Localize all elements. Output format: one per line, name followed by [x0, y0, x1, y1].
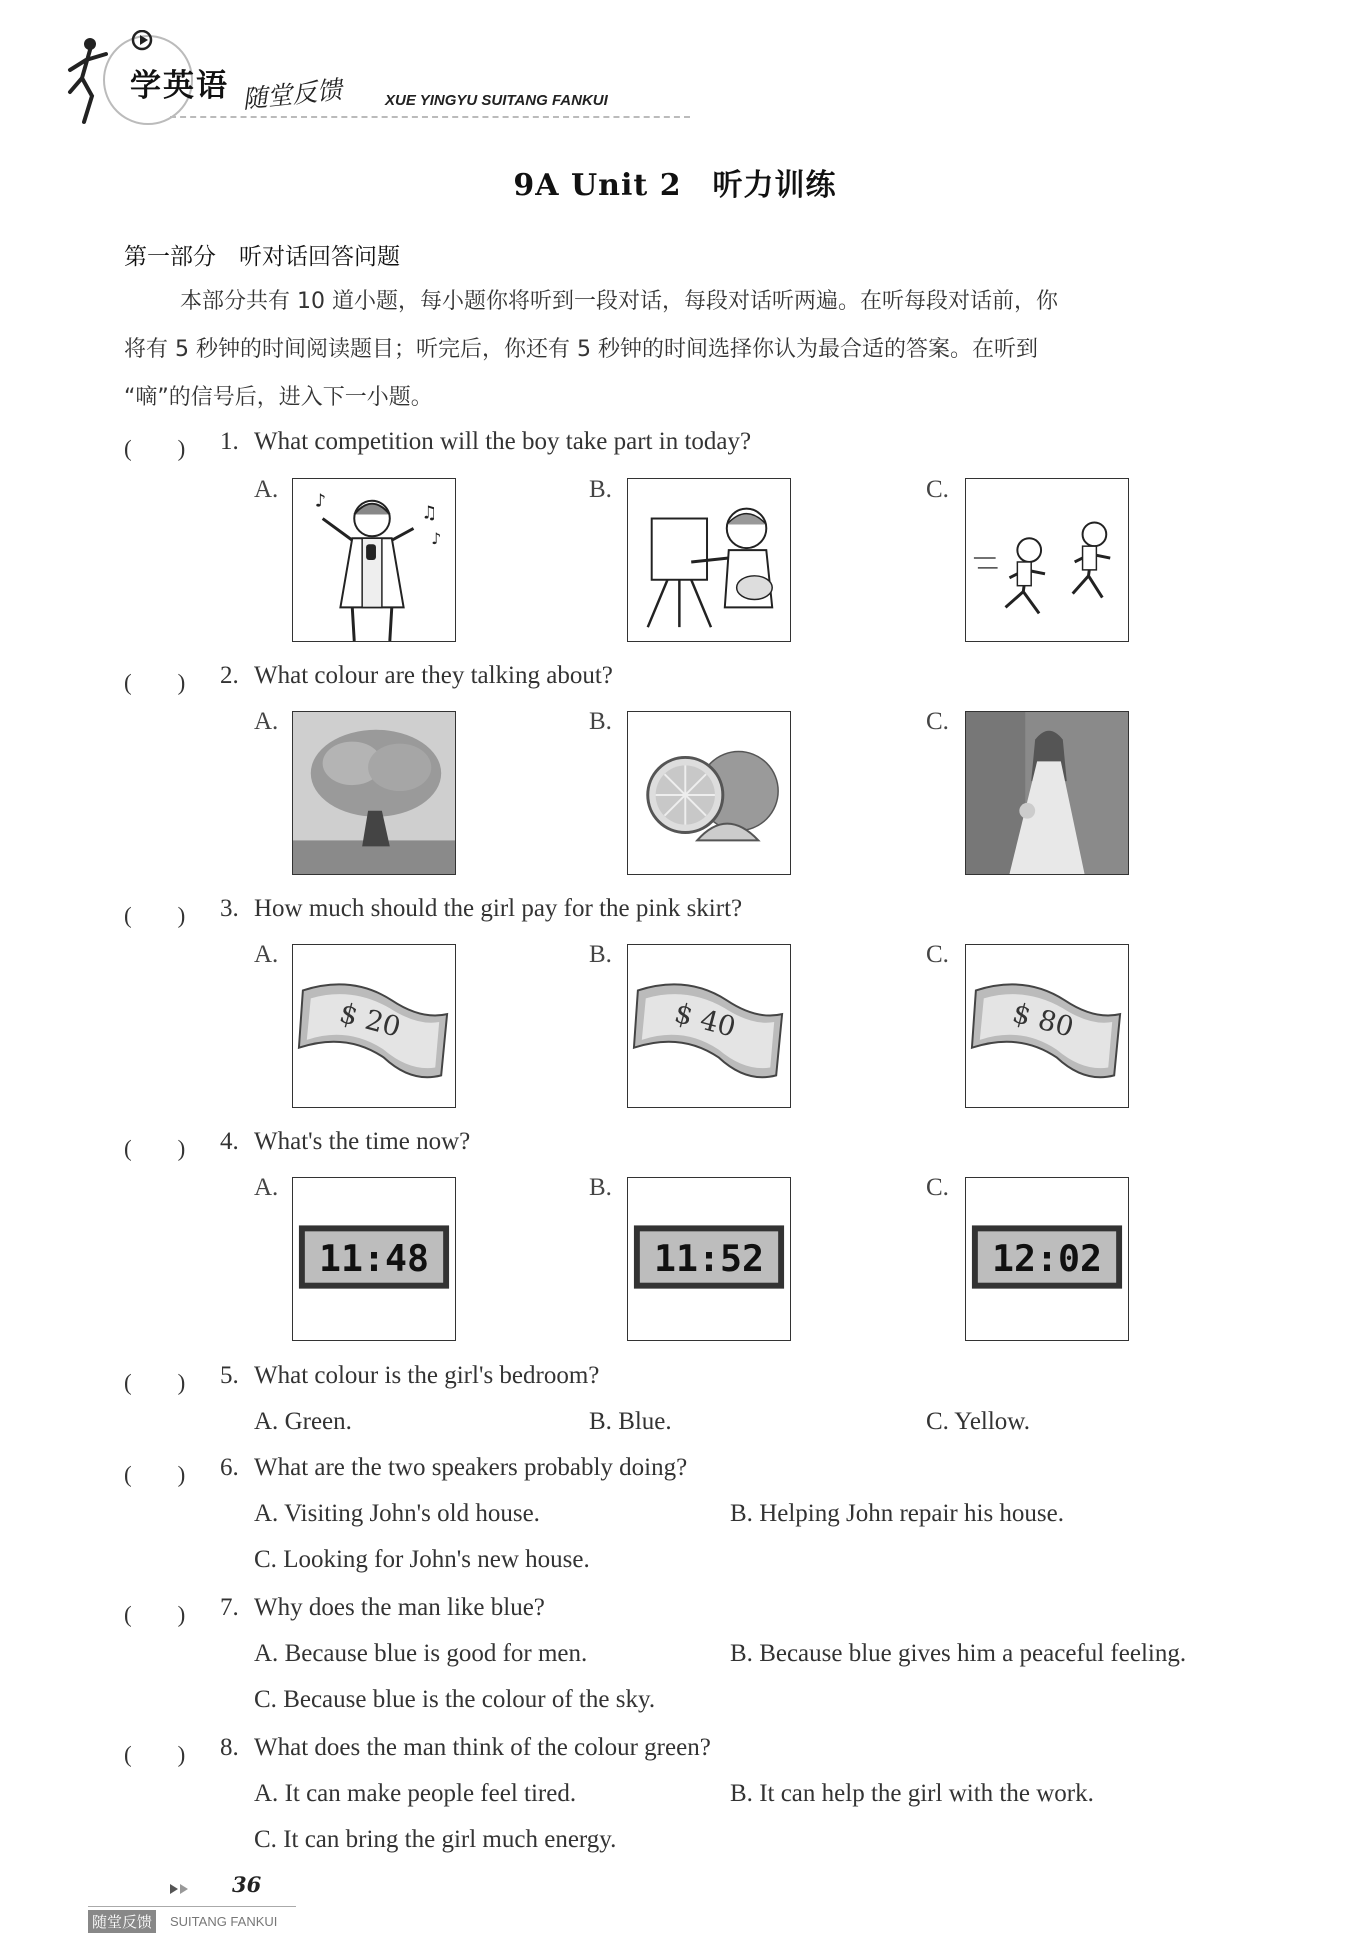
- option-a[interactable]: [254, 1640, 587, 1668]
- singing-boy-icon: [293, 479, 455, 641]
- header: [60, 30, 700, 130]
- question-number: 4.: [220, 1128, 239, 1155]
- option-image-c[interactable]: [965, 1177, 1129, 1341]
- option-label: A.: [254, 941, 279, 968]
- question-number: 5.: [220, 1362, 239, 1389]
- svg-text:♫: ♫: [421, 502, 438, 524]
- option-c[interactable]: [926, 1408, 1030, 1436]
- option-label: C.: [254, 1546, 277, 1573]
- option-label: A.: [254, 476, 279, 503]
- question-number: 6.: [220, 1454, 239, 1481]
- logo-sub: 随堂反馈: [240, 74, 344, 115]
- option-label: C.: [926, 941, 949, 968]
- option-text: Blue.: [618, 1408, 672, 1435]
- tree-icon: [293, 712, 455, 874]
- option-a[interactable]: [254, 1408, 352, 1436]
- section-title: 第一部分 听对话回答问题: [124, 244, 400, 270]
- question-text: Why does the man like blue?: [254, 1594, 545, 1621]
- option-label: B.: [589, 941, 612, 968]
- option-image-c[interactable]: [965, 478, 1129, 642]
- arrow-icon: [170, 1882, 194, 1896]
- svg-text:♪: ♪: [431, 529, 442, 549]
- option-label: C.: [926, 476, 949, 503]
- option-image-b[interactable]: [627, 478, 791, 642]
- question-text: What colour is the girl's bedroom?: [254, 1362, 600, 1389]
- digital-clock-icon: [293, 1178, 455, 1340]
- option-text: Yellow.: [954, 1408, 1030, 1435]
- option-text: Looking for John's new house.: [283, 1546, 590, 1573]
- question-text: What colour are they talking about?: [254, 662, 613, 689]
- question-number: 2.: [220, 662, 239, 689]
- question-text: What are the two speakers probably doing?: [254, 1454, 688, 1481]
- option-text: Visiting John's old house.: [284, 1500, 540, 1527]
- answer-blank[interactable]: ( ): [124, 1370, 186, 1395]
- answer-blank[interactable]: ( ): [124, 1136, 186, 1161]
- painting-boy-icon: [628, 479, 790, 641]
- option-label: A.: [254, 1408, 279, 1435]
- option-label: B.: [730, 1780, 753, 1807]
- option-text: Because blue is the colour of the sky.: [283, 1686, 656, 1713]
- instructions-line-3: “嘀”的信号后，进入下一小题。: [124, 385, 433, 410]
- option-text: It can make people feel tired.: [284, 1780, 577, 1807]
- svg-text:♪: ♪: [314, 490, 327, 512]
- option-label: B.: [730, 1500, 753, 1527]
- question-number: 3.: [220, 895, 239, 922]
- option-text: It can help the girl with the work.: [759, 1780, 1094, 1807]
- logo-en: XUE YINGYU SUITANG FANKUI: [385, 92, 608, 109]
- option-image-c[interactable]: [965, 944, 1129, 1108]
- option-label: C.: [254, 1826, 277, 1853]
- answer-blank[interactable]: ( ): [124, 670, 186, 695]
- option-label: A.: [254, 1640, 279, 1667]
- answer-blank[interactable]: ( ): [124, 1462, 186, 1487]
- answer-blank[interactable]: ( ): [124, 903, 186, 928]
- option-label: B.: [589, 1174, 612, 1201]
- option-label: C.: [254, 1686, 277, 1713]
- option-b[interactable]: [730, 1500, 1064, 1528]
- option-c[interactable]: [254, 1546, 590, 1574]
- dollar-bill-icon: [293, 945, 455, 1107]
- option-label: A.: [254, 1500, 279, 1527]
- option-label: B.: [730, 1640, 753, 1667]
- bill-amount: $ 40: [671, 995, 740, 1044]
- option-c[interactable]: [254, 1686, 655, 1714]
- instructions-line-1: 本部分共有 10 道小题，每小题你将听到一段对话，每段对话听两遍。在听每段对话前，你: [180, 289, 1058, 314]
- bride-icon: [966, 712, 1128, 874]
- option-text: Helping John repair his house.: [759, 1500, 1064, 1527]
- dollar-bill-icon: [966, 945, 1128, 1107]
- option-label: A.: [254, 708, 279, 735]
- digital-clock-icon: [628, 1178, 790, 1340]
- option-label: C.: [926, 708, 949, 735]
- option-b[interactable]: [730, 1640, 1186, 1668]
- footer: [88, 1872, 348, 1932]
- option-label: A.: [254, 1780, 279, 1807]
- question-number: 7.: [220, 1594, 239, 1621]
- logo-main: 学英语: [130, 68, 229, 104]
- option-label: B.: [589, 708, 612, 735]
- footer-en: SUITANG FANKUI: [170, 1914, 278, 1929]
- oranges-icon: [628, 712, 790, 874]
- option-image-a[interactable]: [292, 1177, 456, 1341]
- clock-time: 12:02: [992, 1236, 1102, 1280]
- option-image-a[interactable]: [292, 711, 456, 875]
- question-text: How much should the girl pay for the pink skirt?: [254, 895, 743, 922]
- bill-amount: $ 20: [336, 995, 405, 1044]
- option-b[interactable]: [730, 1780, 1094, 1808]
- option-label: B.: [589, 476, 612, 503]
- page-number: 36: [232, 1872, 262, 1897]
- option-text: Green.: [284, 1408, 352, 1435]
- running-boys-icon: [966, 479, 1128, 641]
- instructions-line-2: 将有 5 秒钟的时间阅读题目；听完后，你还有 5 秒钟的时间选择你认为最合适的答案。在听到: [124, 337, 1038, 362]
- option-label: B.: [589, 1408, 612, 1435]
- bill-amount: $ 80: [1009, 995, 1078, 1044]
- answer-blank[interactable]: ( ): [124, 436, 186, 461]
- option-image-a[interactable]: [292, 944, 456, 1108]
- clock-time: 11:48: [319, 1236, 429, 1280]
- option-label: C.: [926, 1408, 949, 1435]
- clock-time: 11:52: [654, 1236, 764, 1280]
- digital-clock-icon: [966, 1178, 1128, 1340]
- option-c[interactable]: [254, 1826, 616, 1854]
- footer-cn: 随堂反馈: [88, 1910, 156, 1933]
- option-a[interactable]: [254, 1500, 540, 1528]
- option-image-b[interactable]: [627, 711, 791, 875]
- option-label: A.: [254, 1174, 279, 1201]
- question-number: 8.: [220, 1734, 239, 1761]
- option-b[interactable]: [589, 1408, 672, 1436]
- answer-blank[interactable]: ( ): [124, 1602, 186, 1627]
- option-image-c[interactable]: [965, 711, 1129, 875]
- question-text: What does the man think of the colour green?: [254, 1734, 711, 1761]
- option-image-a[interactable]: [292, 478, 456, 642]
- option-a[interactable]: [254, 1780, 576, 1808]
- answer-blank[interactable]: ( ): [124, 1742, 186, 1767]
- question-text: What competition will the boy take part in today?: [254, 428, 752, 455]
- option-text: It can bring the girl much energy.: [283, 1826, 617, 1853]
- footer-divider: [88, 1906, 296, 1907]
- page-title: 9A Unit 2 听力训练: [513, 168, 837, 203]
- option-label: C.: [926, 1174, 949, 1201]
- option-text: Because blue is good for men.: [284, 1640, 588, 1667]
- option-image-b[interactable]: [627, 1177, 791, 1341]
- question-text: What's the time now?: [254, 1128, 471, 1155]
- option-text: Because blue gives him a peaceful feeling.: [759, 1640, 1187, 1667]
- dollar-bill-icon: [628, 945, 790, 1107]
- header-divider: [170, 116, 690, 118]
- question-number: 1.: [220, 428, 239, 455]
- option-image-b[interactable]: [627, 944, 791, 1108]
